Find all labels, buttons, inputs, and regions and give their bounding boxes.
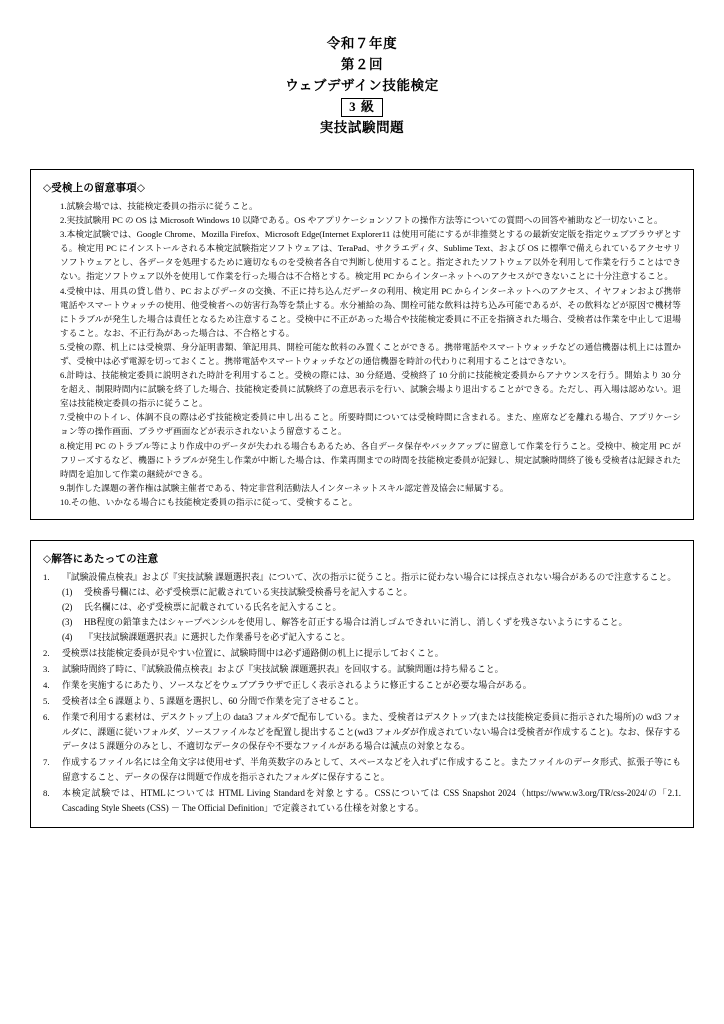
instruction-text: 『試験設備点検表』および『実技試験 課題選択表』について、次の指示に従うこと。指示に従わない場合には採点されない場合があるので注意すること。 xyxy=(62,572,677,582)
item-number: 7. xyxy=(43,757,50,768)
header-year: 令和７年度 xyxy=(326,36,398,51)
note-text: 3.本検定試験では、Google Chrome、Mozilla Firefox、Microsoft Edge(Internet Explorer11 は使用可能にするが非推奨とするの最新安定版を指定ウェブブラウザとする。検定用 PC にインストールされる本検定試験指定ソフトウェアは、TeraPad、サクラエディタ、Sublime Text、および OS に標準で備えられているアクセサリソフトウェアとし、各データを処理するために適切なものを受検者各自で判断し使用すること。指定されたソフトウェア以外を利用して作業を行うことはできない。指定ソフトウェア以外を使用して作業を行った場合は不合格とする。検定用 PC からインターネットへのアクセスができないことに十分注意すること。 xyxy=(60,229,681,282)
notes-for-examinees-box xyxy=(30,169,694,520)
list-item xyxy=(62,630,681,645)
list-item xyxy=(43,481,681,495)
instruction-text: 本検定試験では、HTMLについては HTML Living Standardを対象とする。CSSについては CSS Snapshot 2024（https://www.w3.org/TR/css-2024/の「2.1. Cascading Style Sheets (CSS) － The Official Definition」で定義されている仕様を対象とする。 xyxy=(62,788,681,814)
header-grade-badge: 3 級 xyxy=(341,98,383,117)
sub-item-number: (3) xyxy=(62,616,73,627)
list-item xyxy=(43,755,681,785)
note-text: 4.受検中は、用具の貸し借り、PC およびデータの交換、不正に持ち込んだデータの利用、検定用 PC からインターネットへのアクセス、イヤフォンおよび携帯電話やスマートウォッチの使用、他受検者への妨害行為等を禁止する。水分補給の為、開栓可能な飲料は持ち込み可能であるが、その飲料などが原因で機材等にトラブルが発生した場合は責任となるため注意すること。受検中に不正があった場合や技能検定委員に不正を指摘された場合、受検者は作業を中止して退場すること。なお、不正行為があった場合は、不合格とする。 xyxy=(60,285,681,338)
instruction-text: 受検票は技能検定委員が見やすい位置に、試験時間中は必ず通路側の机上に提示しておくこと。 xyxy=(62,647,444,658)
item-number: 5. xyxy=(43,695,50,706)
list-item xyxy=(43,678,681,693)
note-text: 7.受検中のトイレ、体調不良の際は必ず技能検定委員に申し出ること。所要時間については受検時間に含まれる。また、座席などを離れる場合、アプリケーション等の操作画面、ブラウザ画面などが表示されないよう留意すること。 xyxy=(60,412,681,437)
note-text: 8.検定用 PC のトラブル等により作成中のデータが失われる場合もあるため、各自データ保存やバックアップに留意して作業を行うこと。受検中、検定用 PC がフリーズするなど、機器にトラブルが発生し作業が中断した場合は、作業再開までの時間を技能検定委員が記録し、規定試験時間終了後も受検者は記録された時間を追加して作業の継続ができる。 xyxy=(60,440,681,479)
item-number: 6. xyxy=(43,711,50,722)
list-item xyxy=(43,284,681,340)
answer-section-title: ◇解答にあたっての注意 xyxy=(43,554,159,565)
list-item xyxy=(43,368,681,410)
note-text: 10.その他、いかなる場合にも技能検定委員の指示に従って、受検すること。 xyxy=(60,496,358,507)
list-item xyxy=(43,213,681,227)
sub-item-number: (2) xyxy=(62,601,73,612)
note-text: 1.試験会場では、技能検定委員の指示に従うこと。 xyxy=(60,200,258,211)
list-item xyxy=(43,340,681,368)
list-item xyxy=(62,615,681,630)
item-number: 4. xyxy=(43,679,50,690)
item-number: 2. xyxy=(43,647,50,658)
list-item xyxy=(43,199,681,213)
list-item xyxy=(43,710,681,755)
instruction-text: 作業で利用する素材は、デスクトップ上の data3 フォルダで配布している。また、受検者はデスクトップ(または技能検定委員に指示された場所)の wd3 フォルダに、課題に従いフォルダ、ソースファイルなどを配置し提出すること(wd3 フォルダが作成されていない場合は受検者が作成すること)。なお、保存するデータは 5 課題分のみとし、不適切なデータの保存や不要なファイルがある場合は減点の対象となる。 xyxy=(62,711,681,752)
header-exam-name: ウェブデザイン技能検定 xyxy=(285,77,439,93)
list-item xyxy=(62,585,681,600)
answer-instructions-list xyxy=(43,570,681,816)
list-item xyxy=(43,646,681,661)
note-text: 2.実技試験用 PC の OS は Microsoft Windows 10 以降である。OS やアプリケーションソフトの操作方法等についての質問への回答や補助など一切ないこと。 xyxy=(60,215,663,226)
list-item xyxy=(43,495,681,509)
list-item xyxy=(43,227,681,283)
item-number: 1. xyxy=(43,572,50,582)
header-doc-title: 実技試験問題 xyxy=(319,120,405,136)
note-text: 9.制作した課題の著作権は試験主催者である、特定非営利活動法人インターネットスキル認定普及協会に帰属する。 xyxy=(60,482,509,493)
sub-item-number: (4) xyxy=(62,631,73,642)
header-session: 第２回 xyxy=(340,56,384,72)
sub-instruction-text: 受検番号欄には、必ず受検票に記載されている実技試験受検番号を記入すること。 xyxy=(84,586,413,597)
list-item xyxy=(43,662,681,677)
list-item xyxy=(43,410,681,438)
sub-instruction-text: HB程度の鉛筆またはシャープペンシルを使用し、解答を訂正する場合は消しゴムできれいに消し、消しくずを残さないようにすること。 xyxy=(84,616,628,627)
notes-list xyxy=(43,199,681,509)
instruction-text: 作業を実施するにあたり、ソースなどをウェブブラウザで正しく表示されるように修正することが必要な場合がある。 xyxy=(62,679,532,690)
note-text: 6.計時は、技能検定委員に説明された時計を利用すること。受検の際には、30 分経過、受検終了 10 分前に技能検定委員からアナウンスを行う。開始より 30 分を超え、制限時間内に試験を終了した場合、技能検定委員に試験終了の意思表示を行い、試験会場より退出することができる。ただし、再入場は認めない。退室は技能検定委員の指示に従うこと。 xyxy=(60,370,681,409)
answer-instructions-box xyxy=(30,540,694,828)
list-item xyxy=(43,570,681,645)
sub-instruction-text: 氏名欄には、必ず受検票に記載されている氏名を記入すること。 xyxy=(84,601,342,612)
instruction-text: 受検者は全 6 課題より、5 課題を選択し、60 分間で作業を完了させること。 xyxy=(62,695,364,706)
notes-section-title: ◇受検上の留意事項◇ xyxy=(43,182,146,194)
instruction-text: 試験時間終了時に、『試験設備点検表』および『実技試験 課題選択表』を回収する。試験問題は持ち帰ること。 xyxy=(62,663,504,674)
sub-item-number: (1) xyxy=(62,586,73,597)
instruction-text: 作成するファイル名には全角文字は使用せず、半角英数字のみとして、スペースなどを入れずに作成すること。またファイルのデータ形式、拡張子等にも留意すること、データの保存は問題で作成を指示されたフォルダに保存すること。 xyxy=(62,757,681,783)
sub-instruction-text: 『実技試験課題選択表』に選択した作業番号を必ず記入すること。 xyxy=(84,631,351,642)
item-number: 8. xyxy=(43,788,50,799)
document-header xyxy=(30,34,694,139)
header-grade-row xyxy=(30,98,694,117)
list-item xyxy=(43,439,681,481)
item-number: 3. xyxy=(43,663,50,674)
list-item xyxy=(43,786,681,816)
list-item xyxy=(43,694,681,709)
instruction-sublist xyxy=(62,585,681,645)
list-item xyxy=(62,600,681,615)
note-text: 5.受検の際、机上には受検票、身分証明書類、筆記用具、開栓可能な飲料のみ置くことができる。携帯電話やスマートウォッチなどの通信機器は机上には置かず、受検中は必ず電源を切っておくこと。携帯電話やスマートウォッチなどの通信機器を時計の代わりに利用することはできない。 xyxy=(60,341,681,366)
